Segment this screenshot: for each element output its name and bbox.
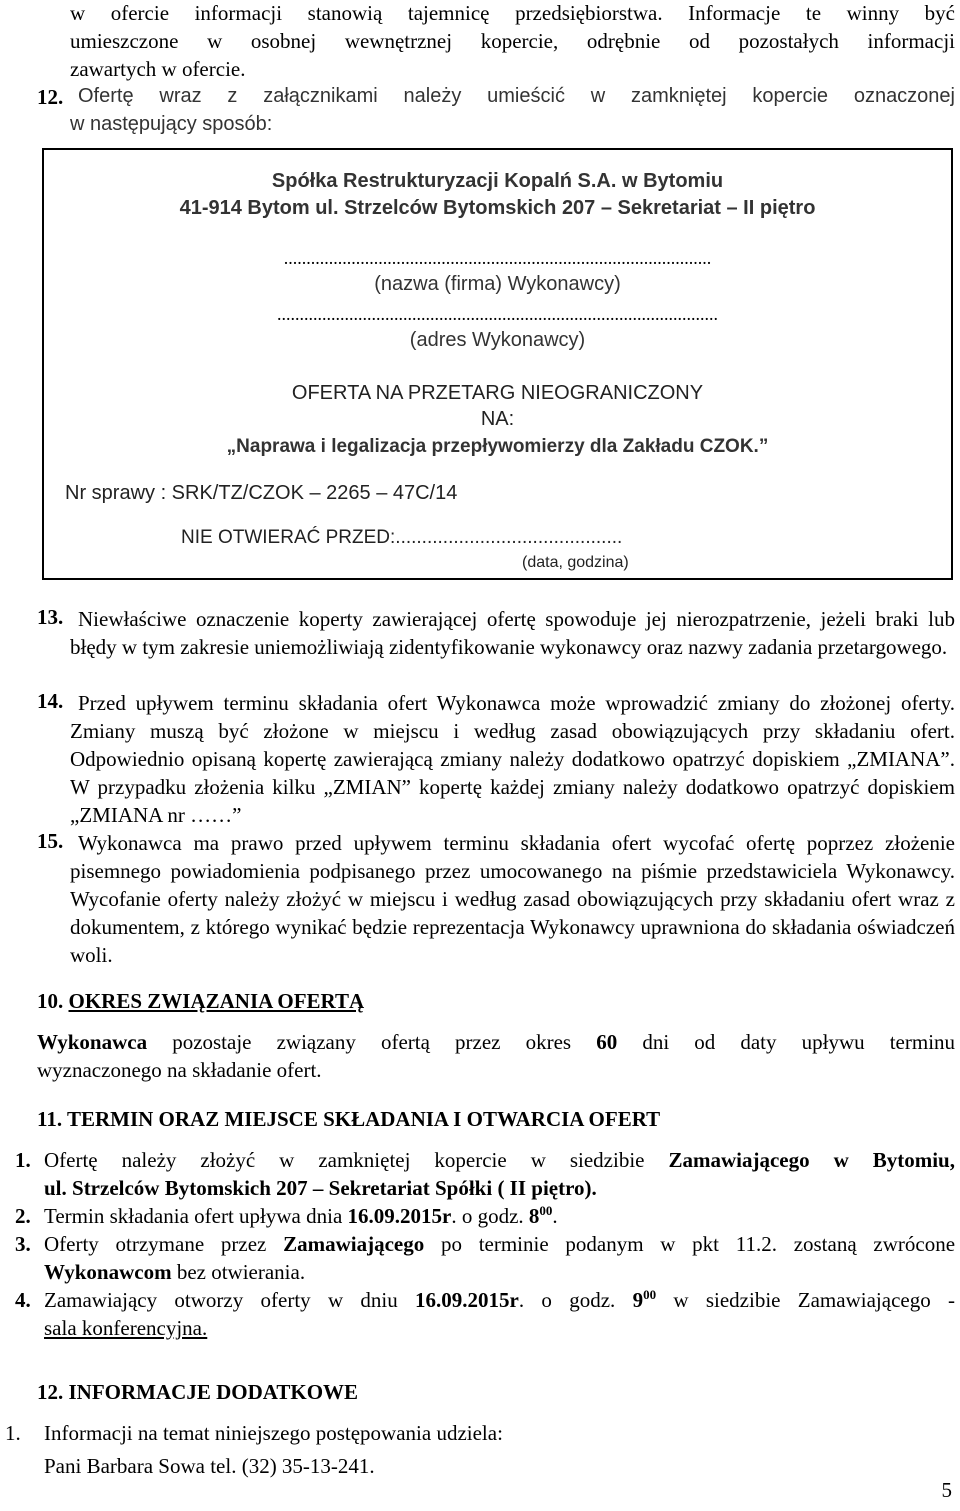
page-number: 5 (941, 1478, 952, 1502)
s11-item-4-line-2: sala konferencyjna. (44, 1316, 208, 1340)
item-15-number: 15. (37, 829, 64, 853)
envelope-address-dots: .................................................................................................. (277, 304, 718, 324)
s11-item-3-text-c: po terminie podanym w pkt 11.2. zostaną zwrócone (440, 1232, 956, 1256)
envelope-do-not-open: NIE OTWIERAĆ PRZED:........................................... (181, 527, 623, 548)
section-10-title: OKRES ZWIĄZANIA OFERTĄ (68, 989, 365, 1013)
envelope-firm-dots: ............................................................................................... (283, 248, 712, 268)
intro-line-3: zawartych w ofercie. (70, 57, 246, 81)
section-10-paragraph-line-2: wyznaczonego na składanie ofert. (37, 1058, 322, 1082)
s11-item-2-date: 16.09.2015r (347, 1204, 452, 1228)
item-14-number: 14. (37, 689, 64, 713)
s11-item-1-line-2: ul. Strzelców Bytomskich 207 – Sekretariat Spółki ( II piętro). (44, 1176, 597, 1200)
s11-item-2-hour (529, 1204, 553, 1228)
wykonawca-bold: Wykonawca (37, 1030, 148, 1054)
envelope-address: 41-914 Bytom ul. Strzelców Bytomskich 207 – Sekretariat – II piętro (179, 197, 816, 219)
s11-item-3-text-d: Wykonawcom (44, 1260, 172, 1284)
section-11-heading: 11. TERMIN ORAZ MIEJSCE SKŁADANIA I OTWARCIA OFERT (37, 1107, 661, 1131)
s11-item-2-minutes: 00 (539, 1203, 553, 1218)
item-14-text: Przed upływem terminu składania ofert Wykonawca może wprowadzić zmiany do złożonej oferty. Zmiany muszą być złożone w miejscu i według zasad obowiązujących przy składaniu ofert. Odpowiednio opisaną kopertę zawierającą zmiany należy dodatkowo opatrzyć dopiskiem „ZMIANA”. W przypadku złożenia kilku „ZMIAN” kopertę każdej zmiany należy dodatkowo opatrzyć dopiskiem „ZMIANA nr ……” (70, 691, 955, 827)
s11-item-4-date: 16.09.2015r (415, 1288, 519, 1312)
envelope-date-label: (data, godzina) (522, 554, 629, 571)
binding-days: 60 (596, 1030, 618, 1054)
s11-item-4-line-1 (44, 1288, 955, 1313)
item-15-text: Wykonawca ma prawo przed upływem terminu składania ofert wycofać ofertę poprzez złożenie pisemnego powiadomienia podpisanego przez umocowanego na piśmie przedstawiciela Wykonawcy. Wycofanie oferty należy złożyć w miejscu i według zasad obowiązujących przy składaniu ofert wraz z dokumentem, z którego wynikać będzie reprezentacja Wykonawcy uprawniona do składania oświadczeń woli. (70, 831, 955, 967)
s11-item-3-line-1 (44, 1232, 955, 1257)
s11-item-2-text (44, 1204, 558, 1229)
s11-item-4-minutes: 00 (643, 1287, 657, 1302)
intro-line-1: w ofercie informacji stanowią tajemnicę przedsiębiorstwa. Informacje te winny być (70, 1, 955, 25)
section-12-heading: 12. INFORMACJE DODATKOWE (37, 1380, 359, 1404)
envelope-subject: „Naprawa i legalizacja przepływomierzy dla Zakładu CZOK.” (226, 436, 769, 457)
s11-item-3-number: 3. (15, 1232, 31, 1256)
item-12-line-2: w następujący sposób: (70, 113, 273, 135)
s11-item-4-hour-value: 9 (632, 1288, 644, 1312)
s11-item-1-line-1 (44, 1148, 955, 1173)
s11-item-1-number: 1. (15, 1148, 31, 1172)
s11-item-2-hour-value: 8 (528, 1204, 540, 1228)
section-10-text-a: pozostaje związany ofertą przez okres (172, 1030, 572, 1054)
envelope-offer-title: OFERTA NA PRZETARG NIEOGRANICZONY (291, 382, 704, 404)
section-10-heading (37, 989, 364, 1014)
s12-item-1-person: Pani Barbara Sowa tel. (32) 35-13-241. (44, 1454, 375, 1478)
s11-item-2-number: 2. (15, 1204, 31, 1228)
s11-item-4-text-b: . o godz. (518, 1288, 616, 1312)
s11-item-2-text-b: . o godz. (451, 1204, 524, 1228)
envelope-firm-label: (nazwa (firma) Wykonawcy) (374, 273, 621, 295)
s11-item-4-text-a: Zamawiający otworzy oferty w dniu (44, 1288, 398, 1312)
s11-item-2-text-a: Termin składania ofert upływa dnia (44, 1204, 343, 1228)
s11-item-4-number: 4. (15, 1288, 31, 1312)
s11-item-3-text-a: Oferty otrzymane przez (44, 1232, 267, 1256)
envelope-address-label: (adres Wykonawcy) (409, 329, 586, 351)
intro-line-2: umieszczone w osobnej wewnętrznej kopercie, odrębnie od pozostałych informacji (70, 29, 955, 53)
s11-item-3-text-e: bez otwierania. (176, 1260, 306, 1284)
s12-item-1-text: Informacji na temat niniejszego postępowania udziela: (44, 1421, 503, 1445)
s11-item-3-line-2 (44, 1260, 305, 1285)
section-10-text-b: dni od daty upływu terminu (642, 1030, 956, 1054)
item-12-line-1: Ofertę wraz z załącznikami należy umieścić w zamkniętej kopercie oznaczonej (78, 85, 955, 107)
envelope-template-box (42, 148, 953, 580)
item-13-text: Niewłaściwe oznaczenie koperty zawierającej ofertę spowoduje jej nierozpatrzenie, jeżeli braki lub błędy w tym zakresie uniemożliwiają zidentyfikowanie wykonawcy oraz nazwy zadania przetargowego. (70, 607, 955, 659)
item-12-number: 12. (37, 85, 64, 109)
item-13-number: 13. (37, 605, 64, 629)
envelope-na: NA: (480, 408, 515, 430)
envelope-case-number: Nr sprawy : SRK/TZ/CZOK – 2265 – 47C/14 (65, 482, 458, 504)
section-10-paragraph-line-1 (37, 1030, 955, 1055)
s12-item-1-number: 1. (5, 1421, 21, 1445)
s11-item-1-text-b: Zamawiającego w Bytomiu, (668, 1148, 955, 1172)
section-10-number: 10. (37, 989, 64, 1013)
s11-item-1-text-a: Ofertę należy złożyć w zamkniętej kopercie w siedzibie (44, 1148, 645, 1172)
s11-item-4-hour (633, 1288, 657, 1312)
s11-item-2-end: . (552, 1204, 558, 1228)
s11-item-4-text-c: w siedzibie Zamawiającego - (673, 1288, 955, 1312)
envelope-company: Spółka Restrukturyzacji Kopalń S.A. w Bytomiu (271, 170, 724, 192)
s11-item-3-text-b: Zamawiającego (283, 1232, 425, 1256)
